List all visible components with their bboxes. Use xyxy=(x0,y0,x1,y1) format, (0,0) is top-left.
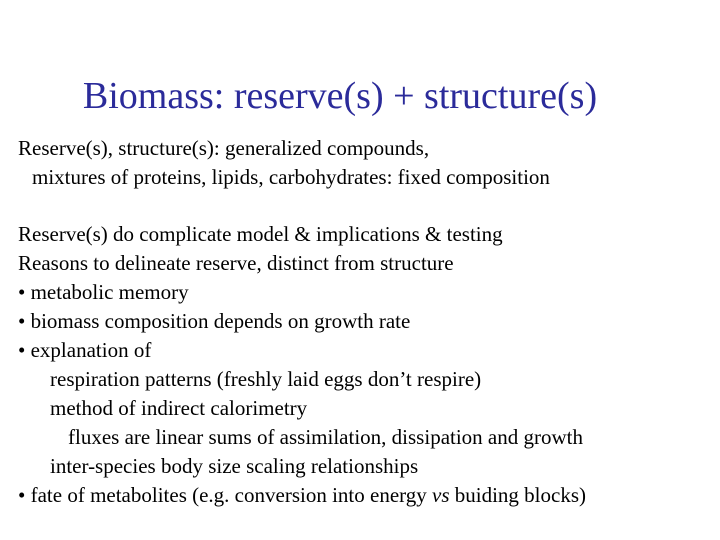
bullet-text-italic: vs xyxy=(432,483,450,507)
sub-item: method of indirect calorimetry xyxy=(50,396,308,420)
bullet-item xyxy=(18,483,586,507)
body-line: Reserve(s) do complicate model & implications & testing xyxy=(18,222,503,246)
body-line: mixtures of proteins, lipids, carbohydrates: fixed composition xyxy=(32,165,550,189)
bullet-text-before: • fate of metabolites (e.g. conversion into energy xyxy=(18,483,433,507)
sub-item: respiration patterns (freshly laid eggs don’t respire) xyxy=(50,367,482,391)
body-line: Reserve(s), structure(s): generalized compounds, xyxy=(18,136,430,160)
sub-item: inter-species body size scaling relationships xyxy=(50,454,419,478)
bullet-item: • metabolic memory xyxy=(18,280,189,304)
body-line: Reasons to delineate reserve, distinct from structure xyxy=(18,251,454,275)
sub-sub-item: fluxes are linear sums of assimilation, dissipation and growth xyxy=(68,425,583,449)
bullet-text-after: buiding blocks) xyxy=(449,483,587,507)
slide-title: Biomass: reserve(s) + structure(s) xyxy=(82,75,598,117)
bullet-item: • biomass composition depends on growth rate xyxy=(18,309,411,333)
bullet-item: • explanation of xyxy=(18,338,152,362)
